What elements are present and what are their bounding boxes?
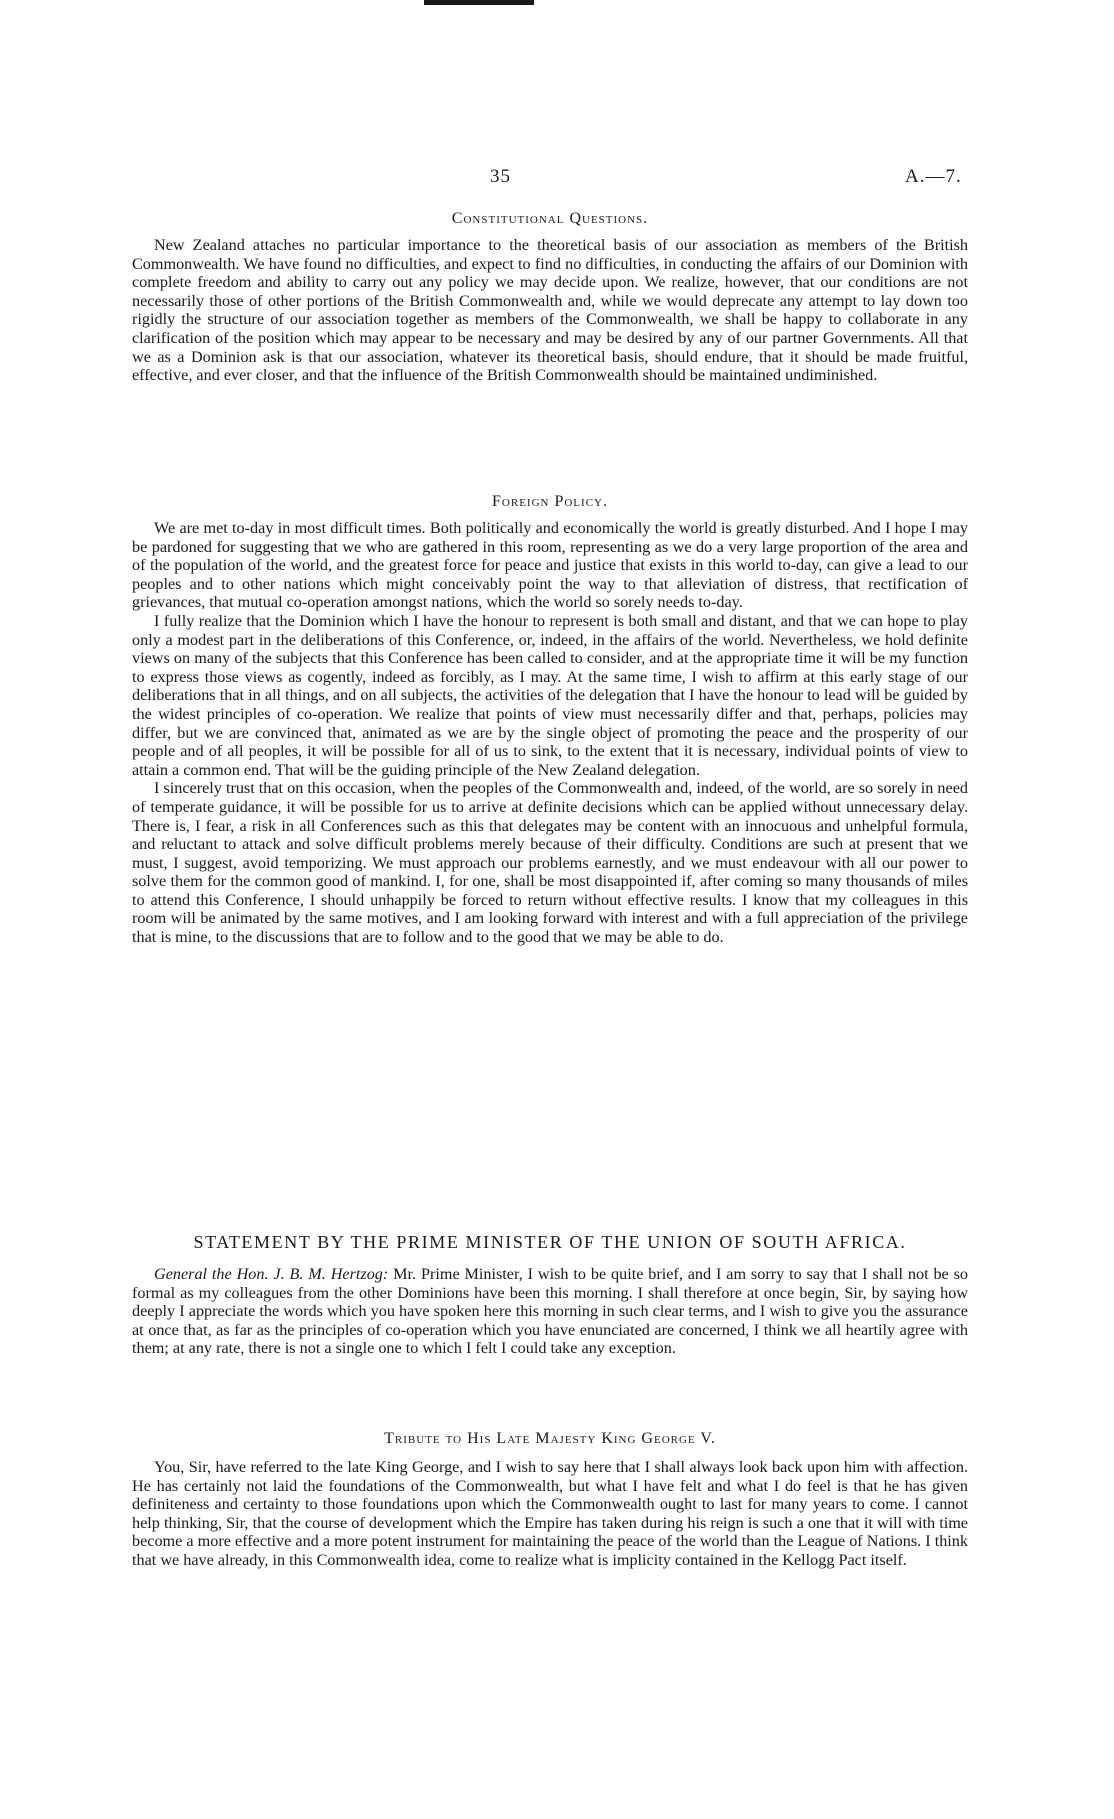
heading-constitutional: Constitutional Questions. (451, 210, 649, 227)
page-reference: A.—7. (905, 166, 962, 187)
speaker-name: General the Hon. J. B. M. Hertzog: (154, 1265, 389, 1283)
page-number: 35 (490, 166, 511, 187)
statement-paragraph (132, 1265, 968, 1358)
section-foreign-policy (132, 493, 968, 947)
statement-title: STATEMENT BY THE PRIME MINISTER OF THE UNION OF SOUTH AFRICA. (193, 1232, 907, 1252)
paragraph: We are met to-day in most difficult times. Both politically and economically the world is greatly disturbed. And I hope I may be pardoned for suggesting that we who are gathered in this room, representing as we do a very large proportion of the area and of the population of the world, and the greatest force for peace and justice that exists in this world to-day, can give a lead to our peoples and to other nations which might conceivably point the way to that alleviation of distress, that rectification of grievances, that mutual co-operation amongst nations, which the world so sorely needs to-day. (132, 519, 968, 612)
paragraph: I sincerely trust that on this occasion, when the peoples of the Commonwealth and, indeed, of the world, are so sorely in need of temperate guidance, it will be possible for us to arrive at definite decisions which can be applied without unnecessary delay. There is, I fear, a risk in all Conferences such as this that delegates may be content with an innocuous and unhelpful formula, and reluctant to attack and solve difficult problems merely because of their difficulty. Conditions are such at present that we must, I suggest, avoid temporizing. We must approach our problems earnestly, and we must endeavour with all our power to solve them for the common good of mankind. I, for one, shall be most disappointed if, after coming so many thousands of miles to attend this Conference, I should unhappily be forced to return without effective results. I know that my colleagues in this room will be animated by the same motives, and I am looking forward with interest and with a full appreciation of the privilege that is mine, to the discussions that are to follow and to the good that we may be able to do. (132, 779, 968, 947)
section-statement (132, 1265, 968, 1358)
statement-text: Mr. Prime Minister, I wish to be quite brief, and I am sorry to say that I shall not be so formal as my colleagues from the other Dominions have been this morning. I shall therefore at once begin, Sir, by saying how deeply I appreciate the words which you have spoken here this morning in such clear terms, and I wish to give you the assurance at once that, as far as the principles of co-operation which you have enunciated are concerned, I think we all heartily agree with them; at any rate, there is not a single one to which I felt I could take any exception. (132, 1265, 968, 1358)
heading-foreign-policy: Foreign Policy. (492, 493, 608, 510)
paragraph: New Zealand attaches no particular importance to the theoretical basis of our association as members of the British Commonwealth. We have found no difficulties, and expect to find no difficulties, in conducting the affairs of our Dominion with complete freedom and ability to carry out any policy we may decide upon. We realize, however, that our conditions are not necessarily those of other portions of the British Commonwealth and, while we would deprecate any attempt to lay down too rigidly the structure of our association together as members of the Commonwealth, we shall be happy to collaborate in any clarification of the position which may appear to be necessary and may be desired by any of our partner Governments. All that we as a Dominion ask is that our association, whatever its theoretical basis, should endure, that it should be made fruitful, effective, and ever closer, and that the influence of the British Commonwealth should be maintained undiminished. (132, 236, 968, 385)
paragraph: You, Sir, have referred to the late King George, and I wish to say here that I shall always look back upon him with affection. He has certainly not laid the foundations of the Commonwealth, but what I have felt and what I do feel is that he has given definiteness and certainty to those foundations upon which the Commonwealth ought to last for many years to come. I cannot help thinking, Sir, that the course of development which the Empire has taken during his reign is such a one that it will with time become a more effective and a more potent instrument for maintaining the peace of the world than the League of Nations. I think that we have already, in this Commonwealth idea, come to realize what is implicity contained in the Kellogg Pact itself. (132, 1458, 968, 1569)
paragraph: I fully realize that the Dominion which I have the honour to represent is both small and distant, and that we can hope to play only a modest part in the deliberations of this Conference, or, indeed, in the affairs of the world. Nevertheless, we hold definite views on many of the subjects that this Conference has been called to consider, and at the appropriate time it will be my function to express those views as cogently, indeed as forcibly, as I may. At the same time, I wish to affirm at this early stage of our deliberations that in all things, and on all subjects, the activities of the delegation that I have the honour to lead will be guided by the widest principles of co-operation. We realize that points of view must necessarily differ and that, perhaps, policies may differ, but we are convinced that, animated as we are by the single object of promoting the peace and the prosperity of our people and of all peoples, it will be possible for all of us to sink, to the extent that it is necessary, individual points of view to attain a common end. That will be the guiding principle of the New Zealand delegation. (132, 611, 968, 779)
section-constitutional (132, 210, 968, 385)
top-rule (424, 0, 534, 5)
heading-tribute: Tribute to His Late Majesty King George V. (384, 1430, 716, 1447)
section-tribute (132, 1430, 968, 1570)
